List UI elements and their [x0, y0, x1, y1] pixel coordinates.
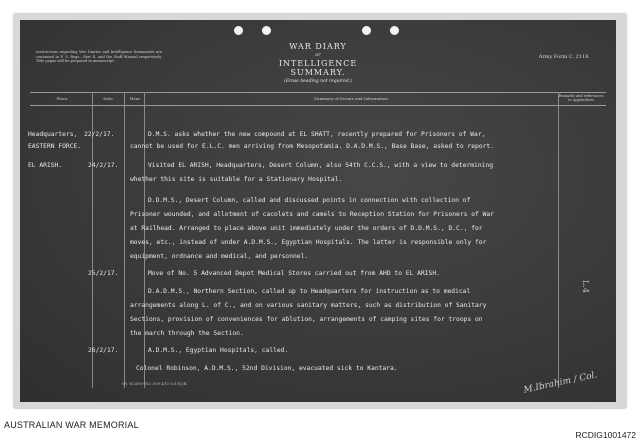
entry-date: 22/2/17.: [84, 131, 115, 138]
entry-text: whether this site is suitable for a Stationary Hospital.: [130, 176, 343, 183]
punch-hole: [362, 26, 371, 35]
war-diary-page: [20, 20, 616, 402]
entry-text: A.D.M.S., Egyptian Hospitals, called.: [148, 347, 289, 354]
entry-date: 24/2/17.: [88, 162, 119, 169]
title-intelligence-summary: INTELLIGENCE SUMMARY.: [278, 59, 358, 77]
entry-place: EL ARISH.: [28, 162, 63, 169]
entry-text: cannot be used for E.L.C. men arriving from Mesopotamia. D.A.D.M.S., Base Base, asked to report.: [130, 143, 494, 150]
entry-text: Sections, provision of conveniences for ablution, arrangements of camping sites for troops on: [130, 316, 483, 323]
header-rule: [30, 105, 606, 106]
entry-text: Colonel Robinson, A.D.M.S., 52nd Division, evacuated sick to Kantara.: [136, 365, 398, 372]
form-title: [250, 42, 386, 84]
column-divider: [124, 92, 125, 388]
entry-date: 25/2/17.: [88, 270, 119, 277]
entry-text: at Railhead. Arranged to place above unit immediately under the orders of D.D.M.S., D.C., for: [130, 225, 483, 232]
column-header-date: Date: [103, 96, 113, 101]
printer-imprint: Wt. W.2090-782 .000 4/15 S.S.W.J.B.: [122, 382, 188, 386]
entry-text: D.D.M.S., Desert Column, called and discussed points in connection with collection of: [148, 197, 471, 204]
entry-text: Prisoner wounded, and allotment of cacolets and camels to Reception Station for Prisoners of War: [130, 211, 494, 218]
entry-text: Move of No. 5 Advanced Depot Medical Stores carried out from AHD to EL ARISH.: [148, 270, 440, 277]
archive-reference: RCDIG1001472: [575, 430, 636, 440]
entry-date: 26/2/17.: [88, 347, 119, 354]
punch-hole: [262, 26, 271, 35]
column-divider: [558, 92, 559, 388]
entry-text: D.A.D.M.S., Northern Section, called up to Headquarters for instruction as to medical: [148, 288, 471, 295]
margin-annotation: L.4: [581, 280, 591, 293]
entry-text: the march through the Section.: [130, 330, 244, 337]
entry-text: arrangements along L. of C., and on various sanitary matters, such as distribution of Sanitary: [130, 302, 487, 309]
column-header-summary: Summary of Events and Information: [314, 96, 388, 101]
entry-text: Visited EL ARISH, Headquarters, Desert Column, also 54th C.C.S., with a view to determining: [148, 162, 493, 169]
entry-text: moves, etc., instead of under A.D.M.S., Egyptian Hospitals. The latter is responsible only for: [130, 239, 487, 246]
punch-hole: [390, 26, 399, 35]
handwritten-signature: M.Ibrahim / Col.: [522, 370, 599, 396]
header-rule: [30, 92, 606, 93]
entry-text: equipment, ordnance and medical, and personnel.: [130, 253, 309, 260]
column-header-remarks: Remarks and references to Appendices: [558, 94, 604, 103]
entry-place: Headquarters,: [28, 131, 78, 138]
column-header-hour: Hour: [129, 96, 141, 101]
title-or: or: [315, 52, 321, 58]
army-form-number: Army Form C. 2118.: [538, 54, 590, 60]
entry-text: D.M.S. asks whether the new compound at EL SHATT, recently prepared for Prisoners of War,: [148, 131, 486, 138]
title-war-diary: WAR DIARY: [289, 42, 347, 51]
column-header-place: Place: [56, 96, 68, 101]
archive-caption: AUSTRALIAN WAR MEMORIAL: [4, 420, 139, 430]
entry-place: EASTERN FORCE.: [28, 143, 82, 150]
instructions-note: Instructions regarding War Diaries and Intelligence Summaries are contained in F. S. Regs., Part II. and the Staff Manual respectively. Title pages will be prepared in manuscript.: [36, 50, 162, 64]
title-note: (Erase heading not required.): [284, 79, 352, 84]
punch-hole: [234, 26, 243, 35]
